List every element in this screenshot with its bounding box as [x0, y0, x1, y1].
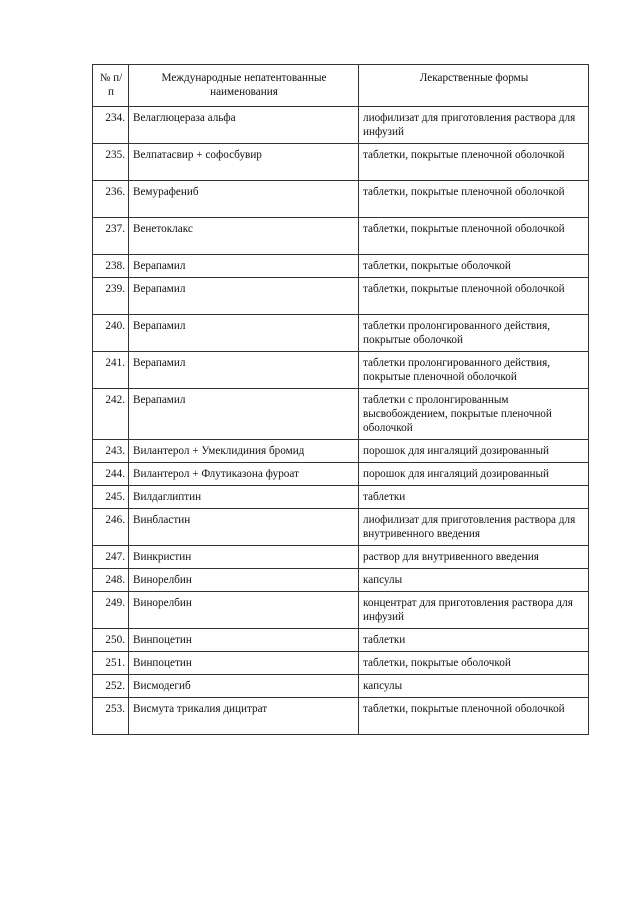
row-form: таблетки, покрытые пленочной оболочкой — [359, 218, 589, 255]
row-name: Винкристин — [129, 546, 359, 569]
table-row — [93, 569, 589, 592]
row-name: Винбластин — [129, 509, 359, 546]
row-form: раствор для внутривенного введения — [359, 546, 589, 569]
table-row — [93, 546, 589, 569]
row-num: 251. — [93, 652, 129, 675]
row-num: 240. — [93, 315, 129, 352]
row-form: таблетки, покрытые оболочкой — [359, 255, 589, 278]
header-form: Лекарственные формы — [359, 65, 589, 107]
row-num: 239. — [93, 278, 129, 315]
row-num: 234. — [93, 107, 129, 144]
row-num: 245. — [93, 486, 129, 509]
row-name: Венетоклакс — [129, 218, 359, 255]
row-name: Винпоцетин — [129, 652, 359, 675]
row-form: таблетки, покрытые пленочной оболочкой — [359, 278, 589, 315]
table-row — [93, 592, 589, 629]
row-name: Велпатасвир + софосбувир — [129, 144, 359, 181]
table-row — [93, 315, 589, 352]
table-row — [93, 440, 589, 463]
row-num: 250. — [93, 629, 129, 652]
row-name: Винорелбин — [129, 569, 359, 592]
table-row — [93, 352, 589, 389]
row-name: Верапамил — [129, 278, 359, 315]
row-num: 248. — [93, 569, 129, 592]
row-name: Вилантерол + Умеклидиния бромид — [129, 440, 359, 463]
table-row — [93, 652, 589, 675]
table-row — [93, 255, 589, 278]
row-form: таблетки пролонгированного действия, покрытые пленочной оболочкой — [359, 352, 589, 389]
row-form: порошок для ингаляций дозированный — [359, 440, 589, 463]
drug-table — [92, 64, 589, 735]
row-num: 236. — [93, 181, 129, 218]
table-row — [93, 698, 589, 735]
table-row — [93, 218, 589, 255]
table-row — [93, 675, 589, 698]
row-form: капсулы — [359, 569, 589, 592]
row-num: 244. — [93, 463, 129, 486]
row-form: таблетки — [359, 486, 589, 509]
row-form: таблетки, покрытые оболочкой — [359, 652, 589, 675]
header-name: Международные непатентованные наименования — [129, 65, 359, 107]
row-num: 243. — [93, 440, 129, 463]
table-row — [93, 629, 589, 652]
row-name: Верапамил — [129, 389, 359, 440]
row-form: лиофилизат для приготовления раствора для внутривенного введения — [359, 509, 589, 546]
row-name: Винорелбин — [129, 592, 359, 629]
table-row — [93, 486, 589, 509]
table-row — [93, 107, 589, 144]
row-form: капсулы — [359, 675, 589, 698]
table-row — [93, 144, 589, 181]
row-name: Висмодегиб — [129, 675, 359, 698]
row-name: Верапамил — [129, 352, 359, 389]
header-row — [93, 65, 589, 107]
row-form: концентрат для приготовления раствора для инфузий — [359, 592, 589, 629]
row-num: 246. — [93, 509, 129, 546]
header-num: № п/п — [93, 65, 129, 107]
row-name: Вилантерол + Флутиказона фуроат — [129, 463, 359, 486]
row-num: 235. — [93, 144, 129, 181]
row-form: таблетки — [359, 629, 589, 652]
row-form: таблетки, покрытые пленочной оболочкой — [359, 181, 589, 218]
table-row — [93, 389, 589, 440]
row-num: 242. — [93, 389, 129, 440]
row-name: Верапамил — [129, 315, 359, 352]
row-name: Вилдаглиптин — [129, 486, 359, 509]
row-form: таблетки пролонгированного действия, покрытые оболочкой — [359, 315, 589, 352]
row-num: 238. — [93, 255, 129, 278]
row-name: Вемурафениб — [129, 181, 359, 218]
row-num: 249. — [93, 592, 129, 629]
row-name: Верапамил — [129, 255, 359, 278]
table-row — [93, 509, 589, 546]
row-form: порошок для ингаляций дозированный — [359, 463, 589, 486]
table-row — [93, 463, 589, 486]
table-row — [93, 278, 589, 315]
row-form: таблетки, покрытые пленочной оболочкой — [359, 698, 589, 735]
row-form: таблетки с пролонгированным высвобождением, покрытые пленочной оболочкой — [359, 389, 589, 440]
row-num: 241. — [93, 352, 129, 389]
table-row — [93, 181, 589, 218]
row-form: таблетки, покрытые пленочной оболочкой — [359, 144, 589, 181]
row-num: 237. — [93, 218, 129, 255]
row-name: Велаглюцераза альфа — [129, 107, 359, 144]
row-name: Винпоцетин — [129, 629, 359, 652]
row-num: 252. — [93, 675, 129, 698]
row-num: 247. — [93, 546, 129, 569]
row-num: 253. — [93, 698, 129, 735]
row-form: лиофилизат для приготовления раствора для инфузий — [359, 107, 589, 144]
row-name: Висмута трикалия дицитрат — [129, 698, 359, 735]
